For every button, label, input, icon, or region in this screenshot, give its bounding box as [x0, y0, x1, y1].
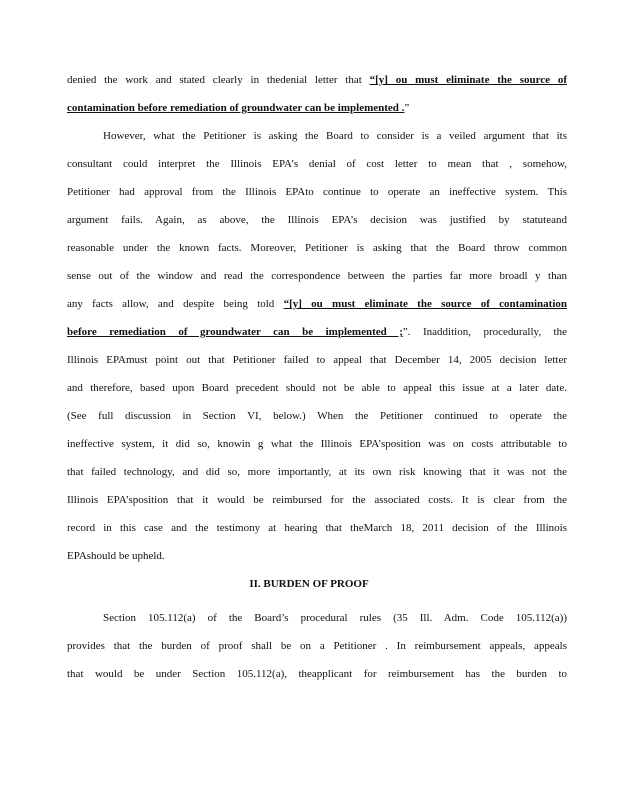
text-line: Illinois EPA’sposition that it would be reimbursed for the associated costs. It is clear from the: [67, 494, 567, 506]
section-heading: II. BURDEN OF PROOF: [249, 578, 369, 590]
text-line: contamination before remediation of groundwater can be implemented .”: [67, 102, 410, 114]
text-line: (See full discussion in Section VI, below.) When the Petitioner continued to operate the: [67, 410, 567, 422]
paragraph-first-line: Section 105.112(a) of the Board’s procedural rules (35 Ill. Adm. Code 105.112(a)): [103, 612, 567, 624]
paragraph-first-line: However, what the Petitioner is asking the Board to consider is a veiled argument that its: [103, 130, 567, 142]
text-line: any facts allow, and despite being told “[y] ou must eliminate the source of contamination: [67, 298, 567, 310]
text-line: that failed technology, and did so, more importantly, at its own risk knowing that it was not the: [67, 466, 567, 478]
text-line: consultant could interpret the Illinois EPA’s denial of cost letter to mean that , somehow,: [67, 158, 567, 170]
text-line: and therefore, based upon Board precedent should not be able to appeal this issue at a later date.: [67, 382, 567, 394]
text-line: argument fails. Again, as above, the Illinois EPA’s decision was justified by statuteand: [67, 214, 567, 226]
text-line: Petitioner had approval from the Illinois EPAto continue to operate an ineffective system. This: [67, 186, 567, 198]
text-line: reasonable under the known facts. Moreover, Petitioner is asking that the Board throw common: [67, 242, 567, 254]
text-line: denied the work and stated clearly in thedenial letter that “[y] ou must eliminate the source of: [67, 74, 567, 86]
underlined-quote: “[y] ou must eliminate the source of: [369, 74, 567, 86]
text-line: ineffective system, it did so, knowin g what the Illinois EPA’sposition was on costs attributable to: [67, 438, 567, 450]
text-line: before remediation of groundwater can be implemented ;”. Inaddition, procedurally, the: [67, 326, 567, 338]
text-line: that would be under Section 105.112(a), theapplicant for reimbursement has the burden to: [67, 668, 567, 680]
text-line: EPAshould be upheld.: [67, 550, 165, 562]
text-line: Illinois EPAmust point out that Petitioner failed to appeal that December 14, 2005 decision letter: [67, 354, 567, 366]
text-line: provides that the burden of proof shall be on a Petitioner . In reimbursement appeals, appeals: [67, 640, 567, 652]
underlined-quote: contamination before remediation of groundwater can be implemented .: [67, 102, 405, 114]
underlined-quote: “[y] ou must eliminate the source of contamination: [283, 298, 567, 310]
text-line: record in this case and the testimony at hearing that theMarch 18, 2011 decision of the Illinois: [67, 522, 567, 534]
text-line: sense out of the window and read the correspondence between the parties far more broadl y than: [67, 270, 567, 282]
underlined-quote: before remediation of groundwater can be implemented ;: [67, 326, 403, 338]
